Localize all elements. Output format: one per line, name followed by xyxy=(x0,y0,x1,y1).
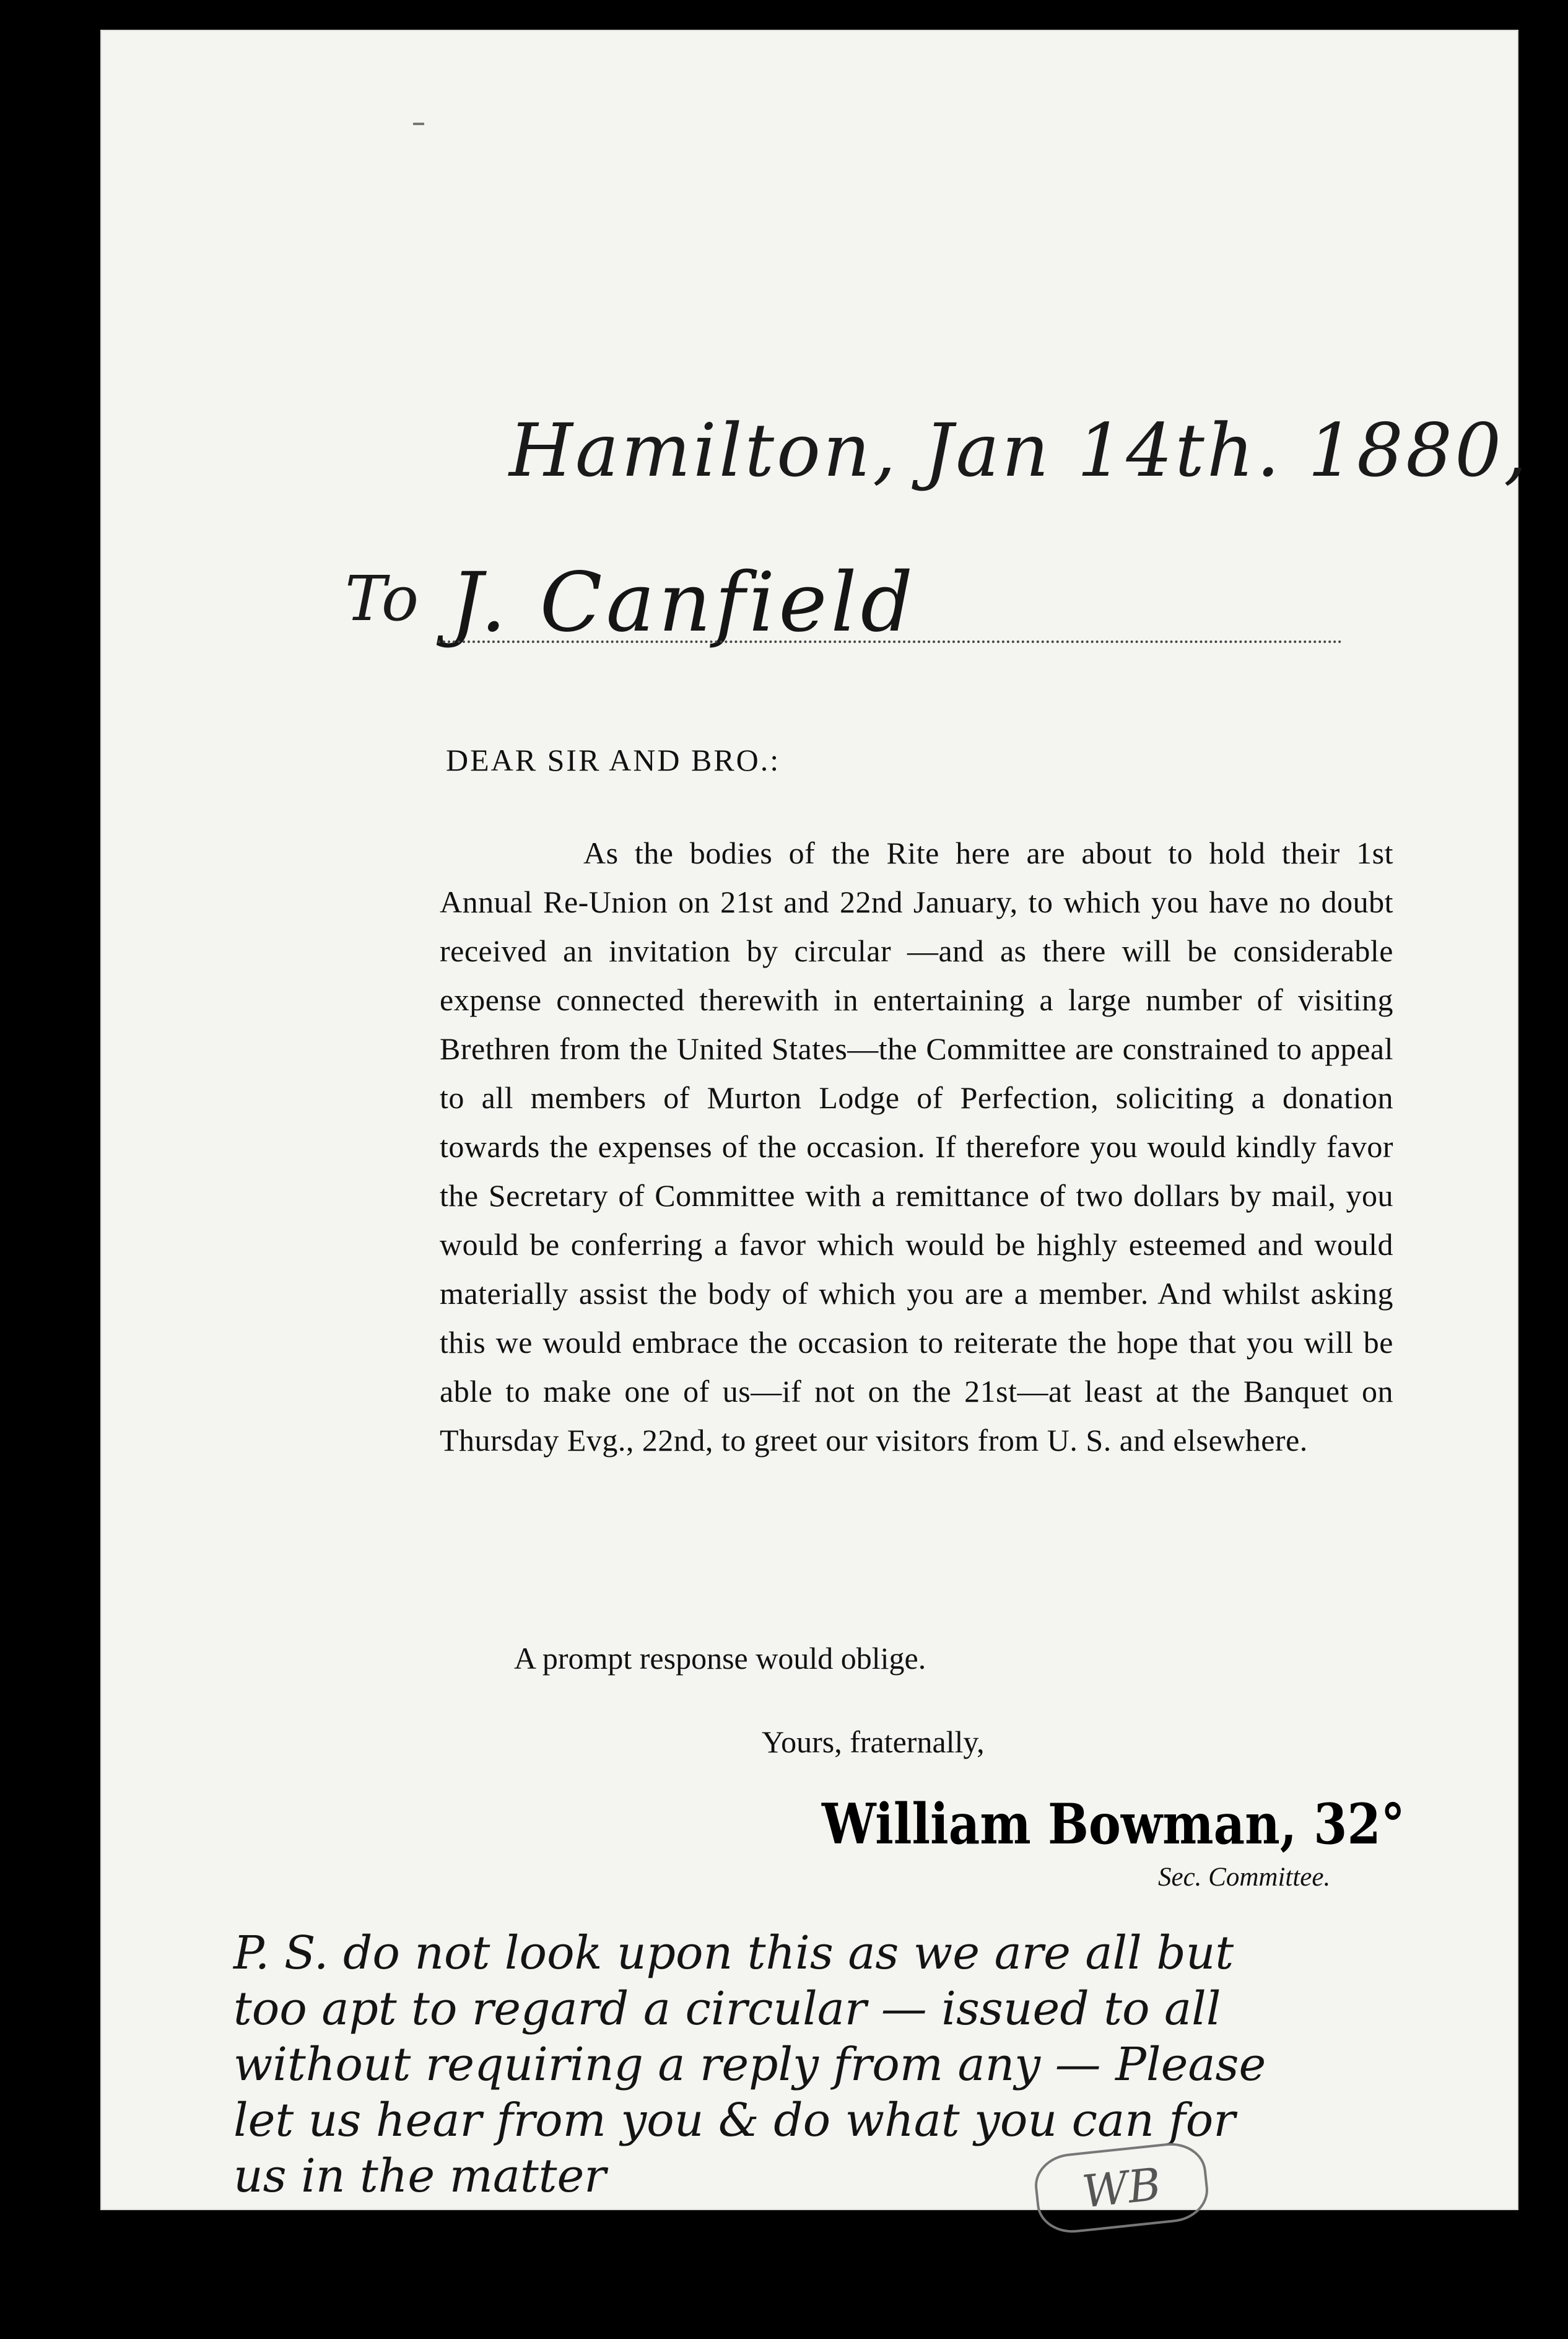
closing-line: A prompt response would oblige. xyxy=(514,1641,926,1676)
valediction: Yours, fraternally, xyxy=(762,1725,985,1759)
recipient-name: J. Canfield xyxy=(450,555,917,650)
postscript-line: without requiring a reply from any — Please xyxy=(233,2038,1266,2091)
postscript-line: too apt to regard a circular — issued to all xyxy=(233,1982,1221,2035)
letter-page xyxy=(100,30,1530,2218)
postscript-line: P. S. do not look upon this as we are all but xyxy=(233,1926,1234,1980)
postscript-line: let us hear from you & do what you can for xyxy=(233,2094,1235,2147)
recipient-line xyxy=(345,555,1342,650)
signature-title: Sec. Committee. xyxy=(1158,1863,1331,1892)
recipient-dotted-rule xyxy=(438,640,1342,643)
printed-signature: William Bowman, 32° xyxy=(822,1792,1405,1857)
paper-speck xyxy=(413,123,424,125)
handwritten-postscript xyxy=(233,1925,1568,2204)
postscript-line: us in the matter xyxy=(233,2149,606,2203)
salutation: DEAR SIR AND BRO.: xyxy=(446,743,781,777)
handwritten-dateline: Hamilton, Jan 14th. 1880, xyxy=(509,408,1530,493)
initials-text: WB xyxy=(1079,2158,1164,2218)
recipient-prefix: To xyxy=(345,562,419,635)
letter-body: As the bodies of the Rite here are about to hold their 1st Annual Re-Union on 21st and 22nd January, to which you have no doubt received an invitation by circular —and as there will be considerable expense connected therewith in entertaining a large number of visiting Brethren from the United States—the Committee are constrained to appeal to all members of Murton Lodge of Perfection, soliciting a donation towards the expenses of the occasion. If therefore you would kindly favor the Secretary of Committee with a remittance of two dollars by mail, you would be conferring a favor which would be highly esteemed and would materially assist the body of which you are a member. And whilst asking this we would embrace the occasion to reiterate the hope that you will be able to make one of us—if not on the 21st—at least at the Banquet on Thursday Evg., 22nd, to greet our visitors from U. S. and elsewhere. xyxy=(440,836,1393,1458)
